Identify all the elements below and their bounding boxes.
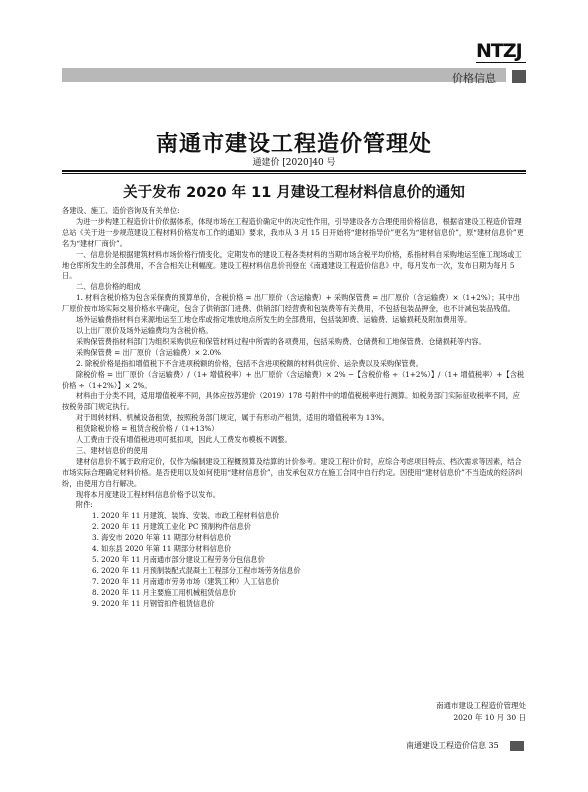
- paragraph: 1. 材料含税价格为包含采保费的预算单价，含税价格 = 出厂原价（含运输费）+ 采购保管费 = 出厂原价（含运输费）×（1+2%）；其中出厂原价按市场实际交易价格水平确定，包含了供销部门进费、供销部门经营费和包装费等有关费用，不包括包装品押金，也不计减包装品残值。: [62, 293, 520, 314]
- section-heading: 二、信息价格的组成: [76, 282, 141, 292]
- paragraph: 以上出厂原价及场外运输费均为含税价格。: [76, 325, 213, 335]
- paragraph: 材料由于分类不同，适用增值税率不同，具体应按苏建价（2019）178 号附件中的增值税税率进行测算。如税务部门实际征收税率不同，应按税务部门规定执行。: [62, 391, 520, 412]
- paragraph: 人工费由于没有增值税进项可抵扣项，因此人工费发布模板不调整。: [76, 435, 292, 445]
- header-bar: [62, 68, 506, 82]
- attachment-item: 7. 2020 年 11 月南通市劳务市场（建筑工种）人工信息价: [92, 576, 280, 586]
- title-rule-thick: [62, 170, 526, 172]
- attachment-item: 8. 2020 年 11 月主要施工用机械租赁信息价: [92, 587, 237, 597]
- attachment-item: 9. 2020 年 11 月钢管扣件租赁信息价: [92, 598, 215, 608]
- signature-block: [436, 700, 526, 724]
- attachment-item: 5. 2020 年 11 月南通市部分建设工程劳务分包信息价: [92, 555, 265, 564]
- formula: 采购保管费 = 出厂原价（含运输费）× 2.0%: [76, 347, 221, 357]
- org-title: 南通市建设工程造价管理处: [155, 131, 432, 157]
- attachments-label: 附件:: [76, 500, 93, 510]
- logo: NTZJ: [476, 40, 522, 62]
- paragraph: 对于周转材料、机械设备租赁，按照税务部门规定，属于有形动产租赁，适用的增值税率为 13%。: [76, 413, 389, 423]
- document-number: 通建价 [2020]40 号: [252, 158, 336, 168]
- paragraph: 建材信息价不属于政府定价，仅作为编制建设工程概预算及结算的计价参考。建设工程计价时，应综合考虑项目特点、档次需求等因素，结合市场实际合理确定材料价格。是否使用以及如何使用“建材信息价”，由发承包双方在施工合同中自行约定。因使用“建材信息价”不当造成的经济纠纷，由使用方自行解决。: [62, 456, 523, 488]
- paragraph: 场外运输费指材料自来源地运至工地仓库或指定堆放地点所发生的全部费用，包括装卸费、运输费、运输损耗及附加费用等。: [76, 315, 472, 325]
- logo-rule: [476, 62, 526, 63]
- attachment-item: 2. 2020 年 11 月建筑工业化 PC 预制构件信息价: [92, 522, 251, 532]
- attachment-item: 3. 海安市 2020 年第 11 期部分材料信息价: [92, 533, 232, 543]
- notice-body: [62, 206, 526, 610]
- section-heading: 三、建材信息价的使用: [76, 445, 148, 455]
- page-number: 35: [488, 741, 499, 750]
- section-marker: [512, 70, 526, 83]
- attachment-item: 1. 2020 年 11 月建筑、装饰、安装、市政工程材料信息价: [92, 511, 280, 521]
- footer-title: 南通建设工程造价信息: [406, 741, 486, 750]
- page-footer: [406, 740, 499, 751]
- formula: 除税价格 = 出厂原价（含运输费）/（1+ 增值税率）+ 出厂原价（含运输费）× 2% −【含税价格 ÷（1+2%）】/（1+ 增值税率）+【含税价格 ÷（1+2%）】× 2%。: [62, 369, 525, 390]
- notice-title: 关于发布 2020 年 11 月建设工程材料信息价的通知: [123, 185, 465, 201]
- title-rule-thin: [62, 173, 526, 174]
- paragraph: 现将本月度建设工程材料信息价格予以发布。: [76, 489, 220, 499]
- section-label: 价格信息: [452, 72, 496, 85]
- attachment-item: 6. 2020 年 11 月预制装配式混凝土工程部分工程市场劳务信息价: [92, 565, 301, 575]
- paragraph: 采购保管费指材料部门为组织采购供应和保管材料过程中所需的各项费用，包括采购费、仓储费和工地保管费、仓储损耗等内容。: [76, 336, 486, 346]
- paragraph: 一、信息价是根据建筑材料市场价格行情变化，定期发布的建设工程各类材料的当期市场含税平均价格，系指材料自采购地运至施工现场或工地仓库所发生的全部费用，不含合相关让利幅度。建设工程材料信息价刊登在《南通建设工程造价信息》中，每月发布一次，发布日期为每月 5 日。: [62, 249, 522, 281]
- formula: 租赁除税价格 = 租赁含税价格 /（1+13%）: [76, 424, 219, 434]
- signature-date: 2020 年 10 月 30 日: [453, 713, 526, 722]
- signature-org: 南通市建设工程造价管理处: [436, 701, 526, 710]
- salutation: 各建设、施工、造价咨询及有关单位:: [62, 206, 180, 215]
- attachment-item: 4. 如东县 2020 年第 11 期部分材料信息价: [92, 544, 232, 554]
- paragraph: 为进一步构建工程造价计价依据体系，体现市场在工程造价确定中的决定性作用，引导建设各方合理使用价格信息，根据省建设工程造价管理总站《关于进一步规范建设工程材料价格发布工作的通知》要求，我市从 3 月 15 日开始将“建材指导价”更名为“建材信息价”，原“建材信息价”更名为“建材厂商价”。: [62, 216, 524, 248]
- footer-marker: [510, 741, 524, 751]
- paragraph: 2. 除税价格是指扣增值税下不含进项税额的价格，包括不含进项税额的材料供应价、运杂费以及采购保管费。: [76, 358, 423, 368]
